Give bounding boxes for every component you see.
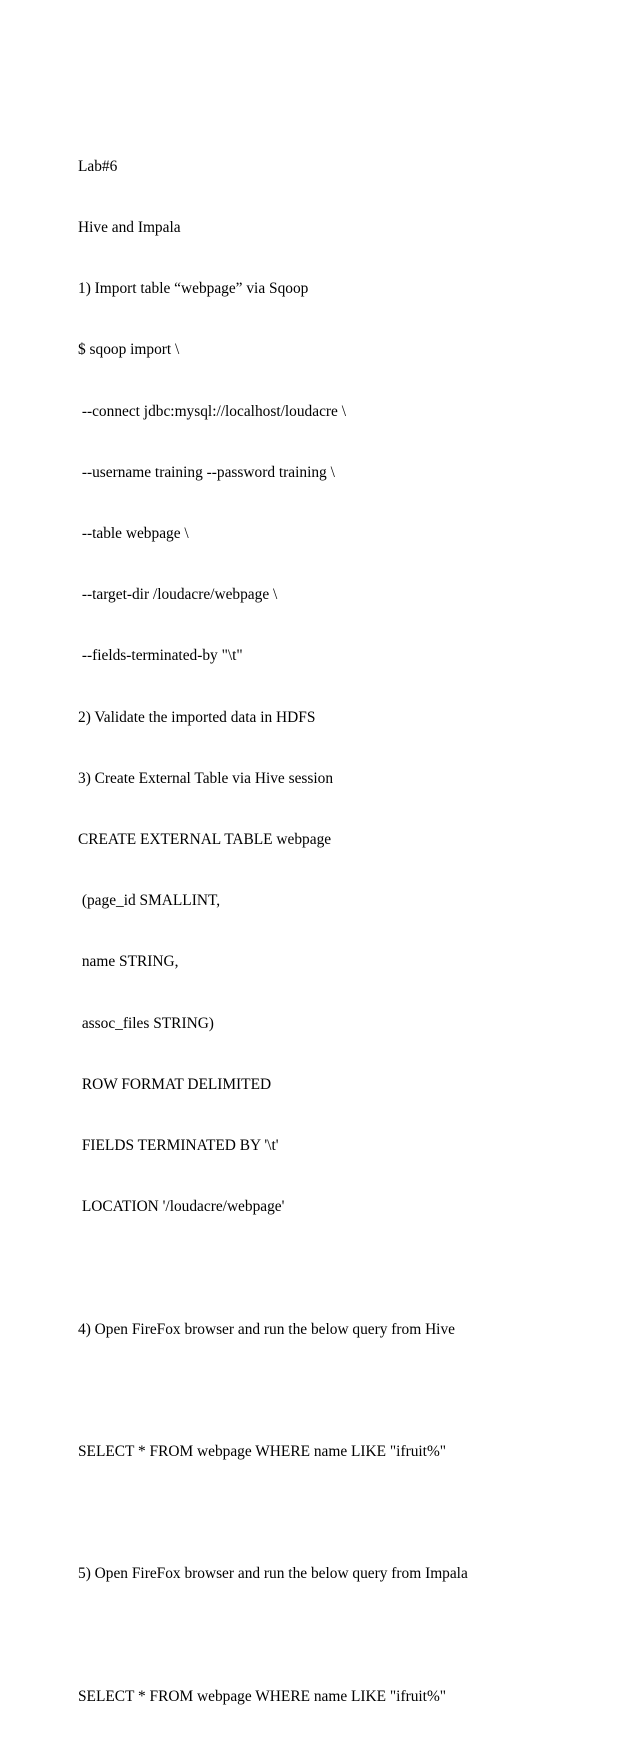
column-page-id-line: (page_id SMALLINT,	[78, 892, 221, 910]
location-line: LOCATION '/loudacre/webpage'	[78, 1198, 285, 1216]
step-3-heading: 3) Create External Table via Hive session	[78, 769, 334, 787]
document-body	[78, 116, 618, 1748]
step-1-heading: 1) Import table “webpage” via Sqoop	[78, 280, 309, 298]
blank-line	[78, 1503, 618, 1523]
sqoop-target-dir-line: --target-dir /loudacre/webpage \	[78, 586, 278, 604]
sqoop-table-line: --table webpage \	[78, 525, 189, 543]
hive-query-line: SELECT * FROM webpage WHERE name LIKE "ifruit%"	[78, 1443, 447, 1461]
sqoop-command-line: $ sqoop import \	[78, 341, 180, 359]
step-2-heading: 2) Validate the imported data in HDFS	[78, 708, 316, 726]
impala-query-line: SELECT * FROM webpage WHERE name LIKE "ifruit%"	[78, 1687, 447, 1705]
row-format-line: ROW FORMAT DELIMITED	[78, 1075, 272, 1093]
column-assoc-files-line: assoc_files STRING)	[78, 1014, 214, 1032]
sqoop-fields-line: --fields-terminated-by "\t"	[78, 647, 243, 665]
step-5-heading: 5) Open FireFox browser and run the below query from Impala	[78, 1565, 468, 1583]
blank-line	[78, 1626, 618, 1646]
column-name-line: name STRING,	[78, 953, 179, 971]
doc-title: Lab#6	[78, 157, 118, 175]
doc-subtitle: Hive and Impala	[78, 219, 181, 237]
blank-line	[78, 1381, 618, 1401]
fields-terminated-line: FIELDS TERMINATED BY '\t'	[78, 1137, 279, 1155]
blank-line	[78, 1258, 618, 1278]
step-4-heading: 4) Open FireFox browser and run the below query from Hive	[78, 1320, 455, 1338]
sqoop-credentials-line: --username training --password training \	[78, 463, 335, 481]
create-table-line: CREATE EXTERNAL TABLE webpage	[78, 831, 332, 849]
sqoop-connect-line: --connect jdbc:mysql://localhost/loudacre \	[78, 402, 346, 420]
